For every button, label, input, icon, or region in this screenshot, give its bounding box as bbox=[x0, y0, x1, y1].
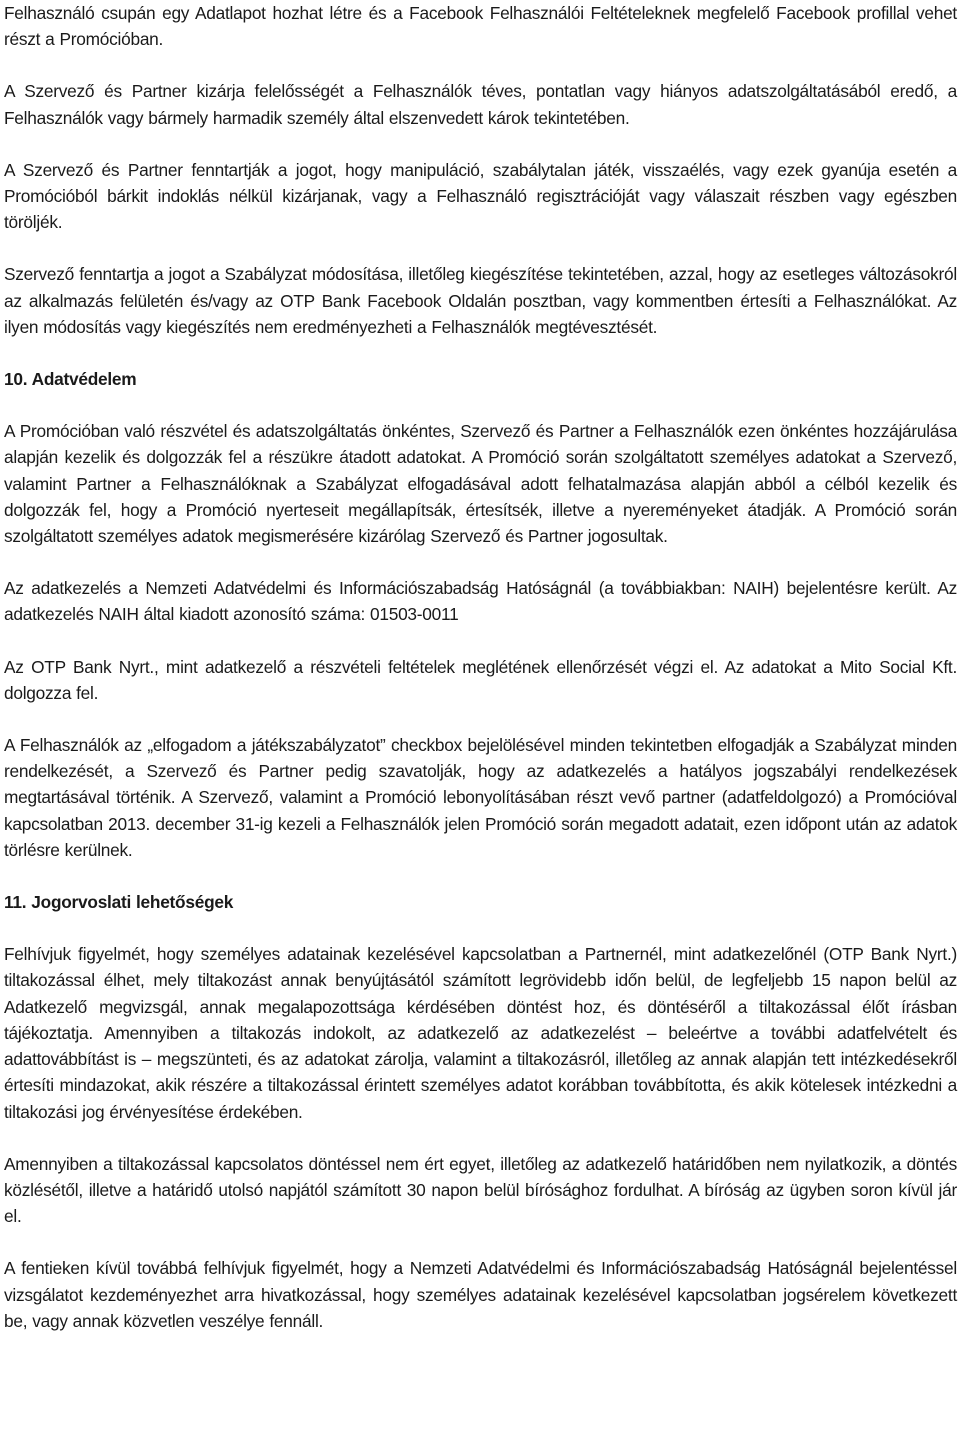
document-page bbox=[4, 0, 957, 1360]
section-heading-adatvedelem: 10. Adatvédelem bbox=[4, 369, 137, 390]
paragraph-checkbox-elfogadas: A Felhasználók az „elfogadom a játékszabályzatot” checkbox bejelölésével minden tekintetben elfogadják a Szabályzat minden rendelkezését, a Szervező és Partner pedig szavatolják, hogy az adatkezelés a hatályos jogszabályi rendelkezések megtartásával történik. A Szervező, valamint a Promóció lebonyolításában részt vevő partner (adatfeldolgozó) a Promócióval kapcsolatban 2013. december 31-ig kezeli a Felhasználók jelen Promóció során megadott adatait, ezen időpont után az adatok törlésre kerülnek. bbox=[4, 735, 957, 860]
paragraph-szabalyzat-modositas: Szervező fenntartja a jogot a Szabályzat módosítása, illetőleg kiegészítése tekintetében, azzal, hogy az esetleges változásokról az alkalmazás felületén és/vagy az OTP Bank Facebook Oldalán posztban, vagy kommentben értesíti a Felhasználókat. Az ilyen módosítás vagy kiegészítés nem eredményezheti a Felhasználók megtévesztését. bbox=[4, 264, 957, 337]
paragraph-naih-bejelentes: Az adatkezelés a Nemzeti Adatvédelmi és Információszabadság Hatóságnál (a továbbiakban: NAIH) bejelentésre került. Az adatkezelés NAIH által kiadott azonosító száma: 01503-0011 bbox=[4, 578, 957, 625]
paragraph-adatkezelo: Az OTP Bank Nyrt., mint adatkezelő a részvételi feltételek meglétének ellenőrzését végzi el. Az adatokat a Mito Social Kft. dolgozza fel. bbox=[4, 656, 957, 703]
paragraph-adatlap: Felhasználó csupán egy Adatlapot hozhat létre és a Facebook Felhasználói Feltételeknek megfelelő Facebook profillal vehet részt a Promócióban. bbox=[4, 3, 957, 50]
paragraph-felelosseg: A Szervező és Partner kizárja felelősségét a Felhasználók téves, pontatlan vagy hiányos adatszolgáltatásából eredő, a Felhasználók vagy bármely harmadik személy által elszenvedett károk tekintetében. bbox=[4, 81, 957, 128]
section-heading-jogorvoslat: 11. Jogorvoslati lehetőségek bbox=[4, 892, 234, 913]
paragraph-kizaras: A Szervező és Partner fenntartják a jogot, hogy manipuláció, szabálytalan játék, visszaélés, vagy ezek gyanúja esetén a Promócióból bárkit indoklás nélkül kizárjanak, vagy a Felhasználó regisztrációját vagy válaszait részben vagy egészben töröljék. bbox=[4, 159, 957, 233]
paragraph-tiltakozas: Felhívjuk figyelmét, hogy személyes adatainak kezelésével kapcsolatban a Partnernél, mint adatkezelőnél (OTP Bank Nyrt.) tiltakozással élhet, mely tiltakozást annak benyújtásától számított legrövidebb időn belül, de legfeljebb 15 napon belül az Adatkezelő megvizsgál, annak megalapozottsága kérdésében döntést hoz, és döntéséről a tiltakozással élőt írásban tájékoztatja. Amennyiben a tiltakozás indokolt, az adatkezelő az adatkezelést – beleértve a további adatfelvételt és adattovábbítást is – megszünteti, és az adatokat zárolja, valamint a tiltakozásról, illetőleg az annak alapján tett intézkedésekről értesíti mindazokat, akik részére a tiltakozással érintett személyes adatot korábban továbbította, és akik kötelesek intézkedni a tiltakozási jog érvényesítése érdekében. bbox=[4, 944, 957, 1122]
paragraph-adatszolgaltatas: A Promócióban való részvétel és adatszolgáltatás önkéntes, Szervező és Partner a Felhasználók ezen önkéntes hozzájárulása alapján kezelik és dolgozzák fel a részükre átadott adatokat. A Promóció során szolgáltatott személyes adatokat a Szervező, valamint Partner a Felhasználóknak a Szabályzat elfogadásával adott felhatalmazása alapján abból a célból kezelik és dolgozzák fel, hogy a Promóció nyerteseit megállapítsák, értesítsék, illetve a nyereményeket átadják. A Promóció során szolgáltatott személyes adatok megismerésére kizárólag Szervező és Partner jogosultak. bbox=[4, 421, 957, 547]
paragraph-birosag: Amennyiben a tiltakozással kapcsolatos döntéssel nem ért egyet, illetőleg az adatkezelő határidőben nem nyilatkozik, a döntés közlésétől, illetve a határidő utolsó napjától számított 30 napon belül bírósághoz fordulhat. A bíróság az ügyben soron kívül jár el. bbox=[4, 1153, 957, 1227]
paragraph-naih-vizsgalat: A fentieken kívül továbbá felhívjuk figyelmét, hogy a Nemzeti Adatvédelmi és Információszabadság Hatóságnál bejelentéssel vizsgálatot kezdeményezhet arra hivatkozással, hogy személyes adatainak kezelésével kapcsolatban jogsérelem következett be, vagy annak közvetlen veszélye fennáll. bbox=[4, 1258, 957, 1331]
